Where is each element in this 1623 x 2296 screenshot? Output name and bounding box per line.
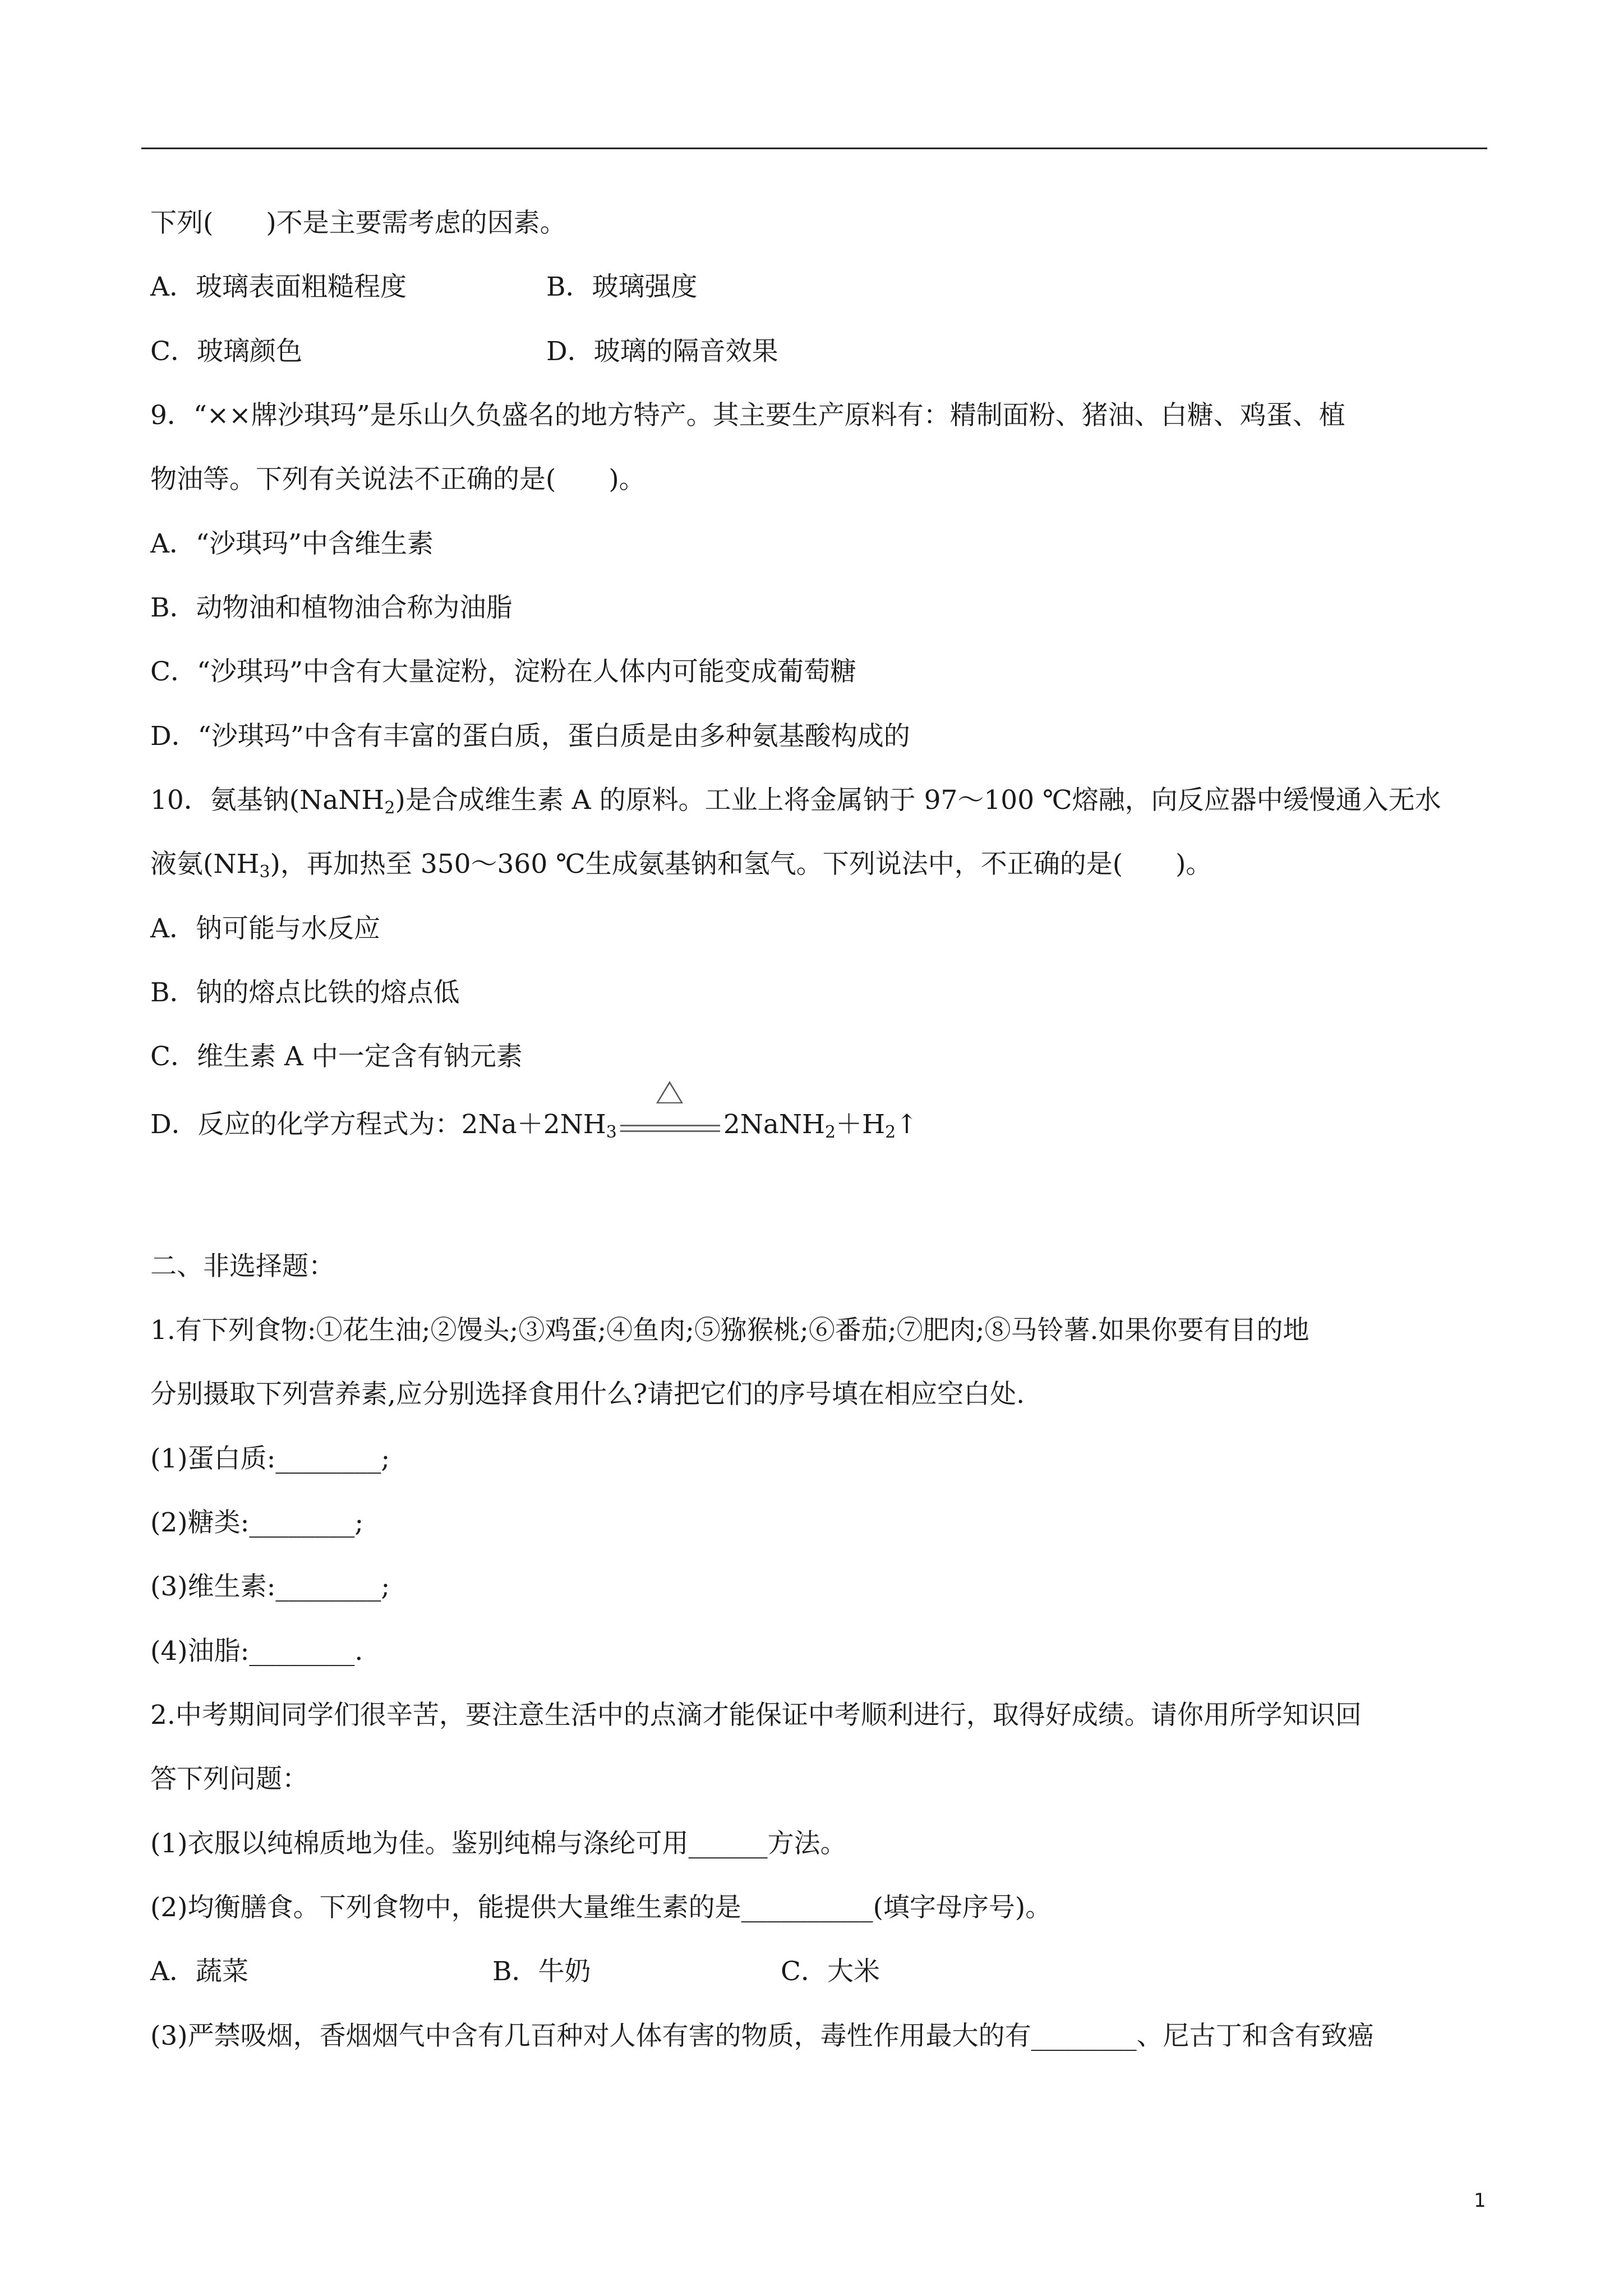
q10-option-b: B．钠的熔点比铁的熔点低 [150,977,460,1008]
q10-option-c: C．维生素 A 中一定含有钠元素 [150,1041,523,1072]
up-arrow-icon: ↑ [896,1109,918,1140]
q10-line1-post: )是合成维生素 A 的原料。工业上将金属钠于 97～100 ℃熔融，向反应器中缓慢通入无水 [395,785,1441,816]
q10-option-d [150,1108,918,1149]
q10-line2-pre: 液氨(NH [150,849,260,880]
heating-equals-sign [617,1108,723,1142]
q8-option-b: B．玻璃强度 [546,272,698,302]
p2-option-a: A．蔬菜 [150,1956,248,1987]
q10-optd-mid2: ＋H [836,1109,886,1140]
p2-sub2: (2)均衡膳食。下列食物中，能提供大量维生素的是__________(填字母序号)。 [150,1892,1052,1923]
q10-line1-sub: 2 [384,798,395,818]
q8-option-a: A．玻璃表面粗糙程度 [150,272,407,302]
q9-stem-line2: 物油等。下列有关说法不正确的是( )。 [150,464,645,495]
q8-option-d: D．玻璃的隔音效果 [546,336,778,367]
q10-optd-sub2: 2 [825,1122,836,1142]
p1-line1: 1.有下列食物:①花生油;②馒头;③鸡蛋;④鱼肉;⑤猕猴桃;⑥番茄;⑦肥肉;⑧马铃薯.如果你要有目的地 [150,1315,1310,1346]
q10-line1-pre: 10．氨基钠(NaNH [150,785,385,816]
q9-option-d: D．“沙琪玛”中含有丰富的蛋白质，蛋白质是由多种氨基酸构成的 [150,721,910,752]
q10-optd-sub1: 3 [606,1122,617,1142]
q9-option-b: B．动物油和植物油合称为油脂 [150,592,513,623]
p1-sub2: (2)糖类:________; [150,1507,364,1538]
section-title: 二、非选择题： [150,1251,335,1282]
p1-sub1: (1)蛋白质:________; [150,1443,390,1474]
q10-line2-sub: 3 [259,862,270,882]
q8-option-c: C．玻璃颜色 [150,336,302,367]
header-rule [141,148,1487,149]
q9-option-a: A．“沙琪玛”中含维生素 [150,528,434,559]
p2-option-c: C．大米 [781,1956,880,1987]
q10-option-a: A．钠可能与水反应 [150,913,380,944]
p2-sub1: (1)衣服以纯棉质地为佳。鉴别纯棉与涤纶可用______方法。 [150,1828,847,1859]
q10-stem-line1 [150,784,1441,825]
p2-line2: 答下列问题： [150,1764,308,1795]
p1-line2: 分别摄取下列营养素,应分别选择食用什么?请把它们的序号填在相应空白处. [150,1379,1025,1410]
q10-stem-line2 [150,848,1212,889]
q10-optd-sub3: 2 [885,1122,896,1142]
q8-stem-tail: 下列( )不是主要需考虑的因素。 [150,208,566,238]
q9-stem-line1: 9．“××牌沙琪玛”是乐山久负盛名的地方特产。其主要生产原料有：精制面粉、猪油、白糖、鸡蛋、植 [150,400,1345,431]
page-number: 1 [1474,2189,1486,2212]
q10-optd-mid: 2NaNH [723,1109,826,1140]
q9-option-c: C．“沙琪玛”中含有大量淀粉，淀粉在人体内可能变成葡萄糖 [150,656,857,687]
p2-option-b: B．牛奶 [492,1956,591,1987]
q10-optd-pre: D．反应的化学方程式为：2Na＋2NH [150,1109,606,1140]
p2-line1: 2.中考期间同学们很辛苦，要注意生活中的点滴才能保证中考顺利进行，取得好成绩。请你用所学知识回 [150,1700,1362,1731]
q10-line2-post: )，再加热至 350～360 ℃生成氨基钠和氢气。下列说法中，不正确的是( )。 [270,849,1212,880]
p1-sub3: (3)维生素:________; [150,1571,390,1602]
p2-sub3: (3)严禁吸烟，香烟烟气中含有几百种对人体有害的物质，毒性作用最大的有________、尼古丁和含有致癌 [150,2021,1374,2051]
p1-sub4: (4)油脂:________. [150,1636,363,1667]
